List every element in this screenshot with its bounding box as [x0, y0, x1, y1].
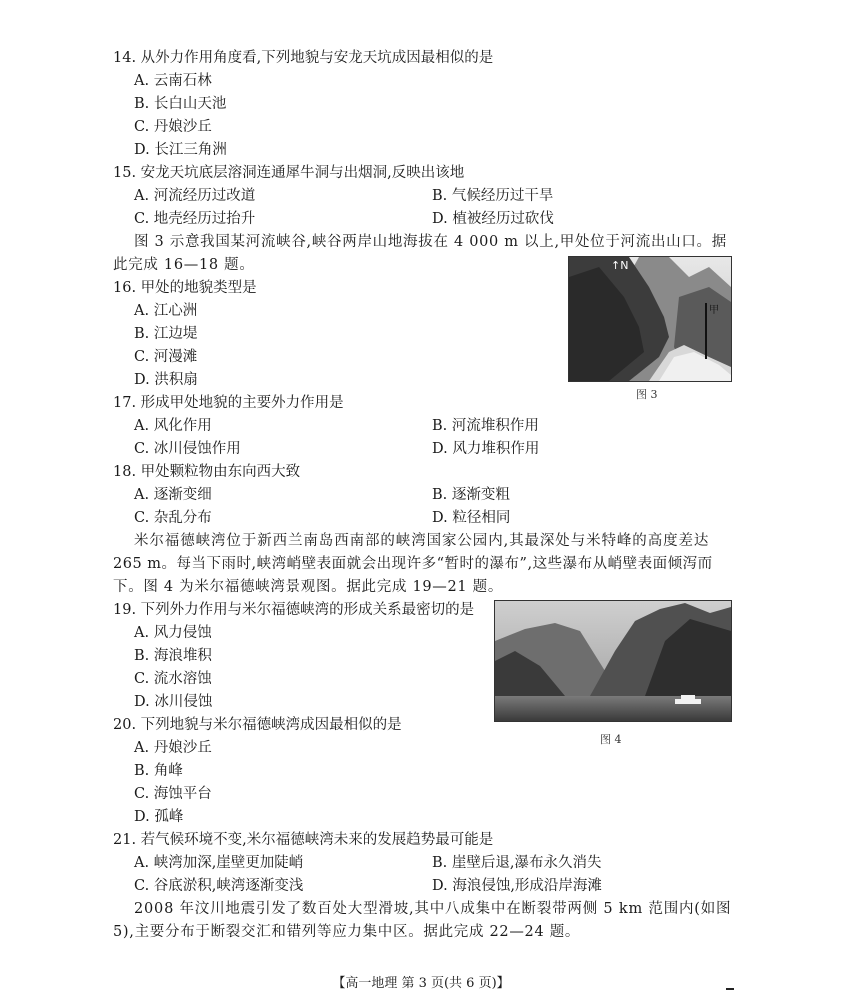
q18-option-b: B. 逐渐变粗 [432, 487, 510, 503]
figure-3-canyon-photo [568, 256, 732, 382]
intro1-line1: 图 3 示意我国某河流峡谷,峡谷两岸山地海拔在 4 000 m 以上,甲处位于河流出山口。据 [134, 234, 727, 250]
q19-option-a: A. 风力侵蚀 [134, 625, 212, 641]
q18-stem: 18. 甲处颗粒物由东向西大致 [113, 464, 301, 480]
intro2-line1: 米尔福德峡湾位于新西兰南岛西南部的峡湾国家公园内,其最深处与米特峰的高度差达 [134, 533, 710, 549]
fjord-illustration [495, 601, 731, 721]
intro3-line2: 5),主要分布于断裂交汇和错列等应力集中区。据此完成 22—24 题。 [113, 924, 581, 940]
intro2-line3: 下。图 4 为米尔福德峡湾景观图。据此完成 19—21 题。 [113, 579, 504, 595]
q16-option-b: B. 江边堤 [134, 326, 198, 342]
figure-4-fjord-photo [494, 600, 732, 722]
q16-option-a: A. 江心洲 [134, 303, 198, 319]
q18-option-d: D. 粒径相同 [432, 510, 511, 526]
intro1-line2: 此完成 16—18 题。 [113, 257, 255, 273]
location-marker-line [705, 303, 707, 359]
q19-option-b: B. 海浪堆积 [134, 648, 212, 664]
q18-option-a: A. 逐渐变细 [134, 487, 212, 503]
page-footer: 【高一地理 第 3 页(共 6 页)】 [332, 976, 510, 991]
q15-option-a: A. 河流经历过改道 [134, 188, 256, 204]
q14-stem: 14. 从外力作用角度看,下列地貌与安龙天坑成因最相似的是 [113, 50, 494, 66]
q20-option-a: A. 丹娘沙丘 [134, 740, 212, 756]
location-marker-label: 甲 [709, 305, 719, 316]
q15-option-d: D. 植被经历过砍伐 [432, 211, 554, 227]
q15-stem: 15. 安龙天坑底层溶洞连通犀牛洞与出烟洞,反映出该地 [113, 165, 465, 181]
figure-3-caption: 图 3 [636, 388, 658, 401]
page-mark [726, 988, 734, 990]
intro3-line1: 2008 年汶川地震引发了数百处大型滑坡,其中八成集中在断裂带两侧 5 km 范围内(如图 [134, 901, 732, 917]
q17-option-b: B. 河流堆积作用 [432, 418, 539, 434]
q21-option-c: C. 谷底淤积,峡湾逐渐变浅 [134, 878, 304, 894]
q15-option-b: B. 气候经历过干旱 [432, 188, 554, 204]
q18-option-c: C. 杂乱分布 [134, 510, 212, 526]
q17-option-a: A. 风化作用 [134, 418, 212, 434]
q21-option-d: D. 海浪侵蚀,形成沿岸海滩 [432, 878, 602, 894]
q16-stem: 16. 甲处的地貌类型是 [113, 280, 257, 296]
q14-option-a: A. 云南石林 [134, 73, 212, 89]
q17-option-d: D. 风力堆积作用 [432, 441, 540, 457]
north-label: N [620, 259, 629, 272]
q21-option-a: A. 峡湾加深,崖壁更加陡峭 [134, 855, 304, 871]
q17-stem: 17. 形成甲处地貌的主要外力作用是 [113, 395, 344, 411]
q20-stem: 20. 下列地貌与米尔福德峡湾成因最相似的是 [113, 717, 402, 733]
q16-option-c: C. 河漫滩 [134, 349, 198, 365]
q20-option-d: D. 孤峰 [134, 809, 184, 825]
q20-option-c: C. 海蚀平台 [134, 786, 212, 802]
q14-option-c: C. 丹娘沙丘 [134, 119, 212, 135]
figure-4-caption: 图 4 [600, 733, 622, 746]
q19-stem: 19. 下列外力作用与米尔福德峡湾的形成关系最密切的是 [113, 602, 475, 618]
q14-option-d: D. 长江三角洲 [134, 142, 227, 158]
q17-option-c: C. 冰川侵蚀作用 [134, 441, 241, 457]
q20-option-b: B. 角峰 [134, 763, 183, 779]
q19-option-c: C. 流水溶蚀 [134, 671, 212, 687]
q16-option-d: D. 洪积扇 [134, 372, 198, 388]
intro2-line2: 265 m。每当下雨时,峡湾峭壁表面就会出现许多“暂时的瀑布”,这些瀑布从峭壁表面倾泻而 [113, 556, 713, 572]
q14-option-b: B. 长白山天池 [134, 96, 227, 112]
q19-option-d: D. 冰川侵蚀 [134, 694, 213, 710]
q15-option-c: C. 地壳经历过抬升 [134, 211, 256, 227]
q21-stem: 21. 若气候环境不变,米尔福德峡湾未来的发展趋势最可能是 [113, 832, 494, 848]
q21-option-b: B. 崖壁后退,瀑布永久消失 [432, 855, 602, 871]
north-arrow-icon: ↑N [611, 259, 629, 272]
